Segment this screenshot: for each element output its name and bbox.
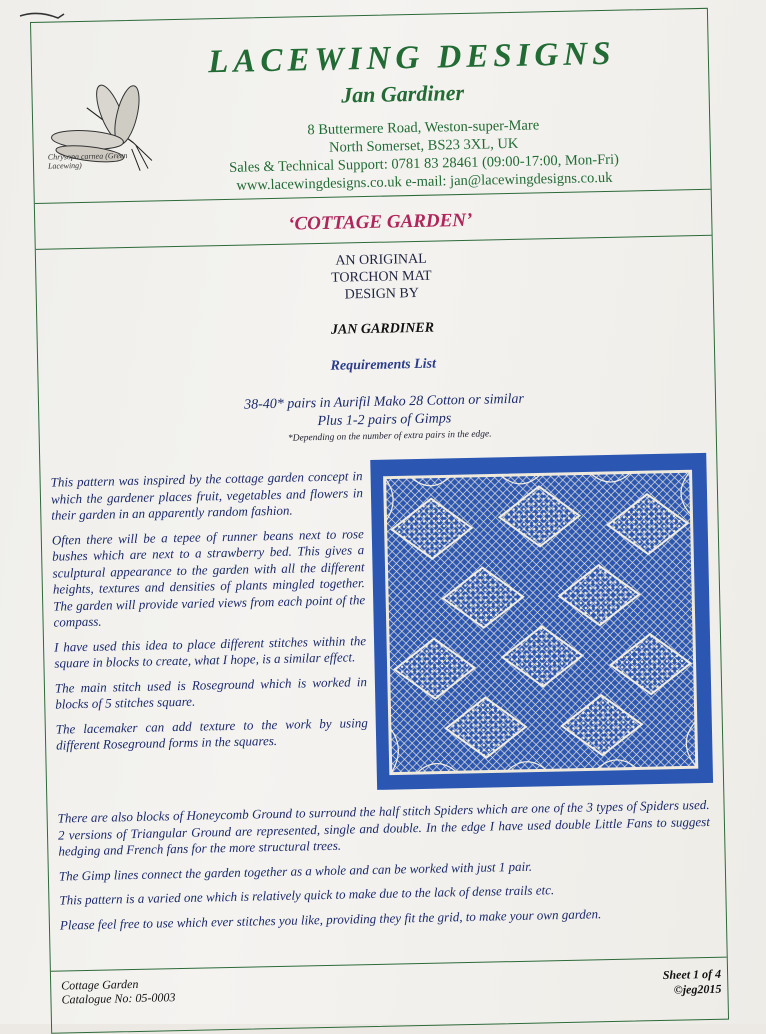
sheet-number: Sheet 1 of 4	[662, 966, 722, 982]
paragraph: Often there will be a tepee of runner beans next to rose bushes which are next to a strawberry bed. This gives a sculptural appearance to the garden with all the different heights, textures and densities of plants mingled together. The garden will provide varied views from each point of the compass.	[51, 525, 366, 630]
intro-line: TORCHON MAT	[331, 268, 432, 286]
copyright: ©jeg2015	[673, 981, 722, 997]
lace-mat-photo	[370, 453, 713, 790]
footer-catalogue	[61, 974, 262, 1006]
requirement-gimps: Plus 1-2 pairs of Gimps	[317, 411, 452, 430]
address-line: 8 Buttermere Road, Weston-super-Mare	[307, 117, 540, 139]
requirement-thread: 38-40* pairs in Aurifil Mako 28 Cotton or similar	[244, 391, 525, 413]
brand-name: LACEWING DESIGNS	[207, 35, 616, 81]
author-name: Jan Gardiner	[340, 79, 465, 108]
requirements-note: *Depending on the number of extra pairs in the edge.	[287, 429, 492, 444]
sheet-border	[30, 8, 729, 1034]
lace-mat-illustration	[370, 453, 713, 790]
intro-line: AN ORIGINAL	[335, 251, 427, 269]
address-line: North Somerset, BS23 3XL, UK	[328, 135, 519, 156]
paragraph: Please feel free to use which ever stitches you like, providing they fit the grid, to make your own garden.	[59, 905, 602, 933]
paragraph: The lacemaker can add texture to the work by using different Roseground forms in the squares.	[55, 714, 368, 753]
intro-line: DESIGN BY	[344, 285, 420, 303]
footer-catalogue-number: Catalogue No: 05-0003	[61, 990, 176, 1007]
support-line: Sales & Technical Support: 0781 83 28461 (09:00-17:00, Mon-Fri)	[229, 151, 620, 176]
paragraph: The Gimp lines connect the garden together as a whole and can be worked with just 1 pair.	[58, 858, 533, 884]
lacewing-moth-icon	[46, 68, 158, 190]
description-left	[50, 468, 368, 762]
pattern-title: ‘COTTAGE GARDEN’	[287, 209, 473, 235]
contact-address	[183, 114, 664, 196]
paragraph: This pattern is a varied one which is relatively quick to make due to the lack of dense trails etc.	[59, 882, 555, 908]
footer-pattern-name: Cottage Garden	[61, 976, 139, 993]
requirements-title: Requirements List	[330, 356, 437, 374]
requirements-list	[209, 390, 560, 433]
design-intro	[276, 250, 487, 305]
web-email-line: www.lacewingdesigns.co.uk e-mail: jan@lacewingdesigns.co.uk	[236, 169, 613, 194]
description-full	[58, 797, 713, 942]
footer-sheet	[611, 967, 722, 999]
paragraph: I have used this idea to place different stitches within the square in blocks to create, what I hope, is a similar effect.	[53, 632, 367, 671]
designer-name: JAN GARDINER	[330, 320, 435, 338]
paragraph: There are also blocks of Honeycomb Ground to surround the half stitch Spiders which are one of the 3 types of Spiders used. 2 versions of Triangular Ground are represented, single and double. In the edge I have used double Little Fans to suggest hedging and French fans for the more structural trees.	[57, 796, 711, 859]
moth-caption: Chrysopa carnea (Green Lacewing)	[47, 150, 128, 171]
divider	[36, 235, 712, 250]
paragraph: The main stitch used is Roseground which is worked in blocks of 5 stitches square.	[54, 673, 368, 712]
paragraph: This pattern was inspired by the cottage garden concept in which the gardener places fruit, vegetables and flowers in their garden in an apparently random fashion.	[50, 468, 364, 523]
